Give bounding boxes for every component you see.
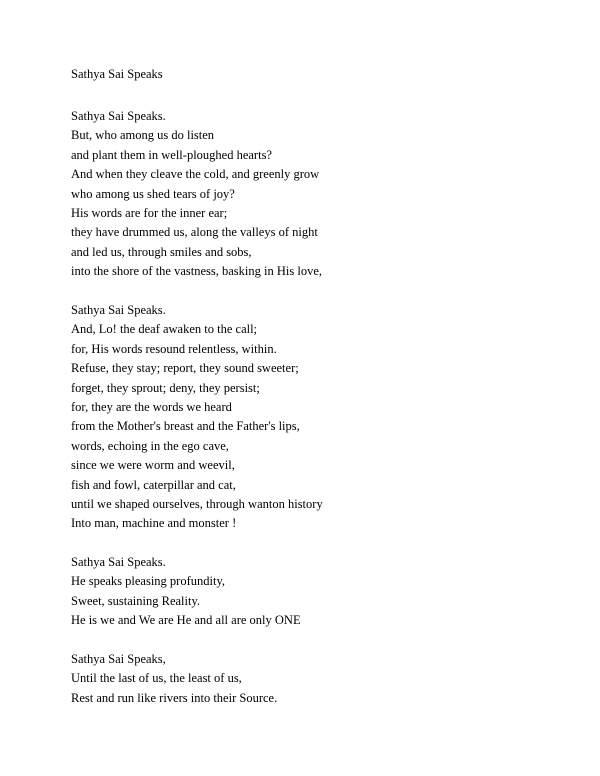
poem-line: Sathya Sai Speaks. <box>71 303 166 317</box>
poem-line: Sathya Sai Speaks, <box>71 652 166 666</box>
poem-line: Sathya Sai Speaks. <box>71 109 166 123</box>
poem-line: He speaks pleasing profundity, <box>71 574 226 589</box>
poem-line: for, they are the words we heard <box>71 399 232 414</box>
poem-line: and plant them in well-ploughed hearts? <box>71 147 272 162</box>
poem-line: Sathya Sai Speaks. <box>71 555 166 569</box>
stanza <box>71 301 323 534</box>
poem-line: And when they cleave the cold, and greenly grow <box>71 167 320 182</box>
poem-line: Into man, machine and monster ! <box>71 516 237 531</box>
poem-line: His words are for the inner ear; <box>71 205 228 220</box>
poem-line: But, who among us do listen <box>71 128 215 143</box>
poem-line: until we shaped ourselves, through wanton history <box>71 496 323 511</box>
poem-line: Rest and run like rivers into their Source. <box>71 690 278 705</box>
poem-line: and led us, through smiles and sobs, <box>71 244 252 259</box>
poem-line: He is we and We are He and all are only ONE <box>71 613 301 628</box>
poem-line: Sweet, sustaining Reality. <box>71 593 201 608</box>
poem-line: Until the last of us, the least of us, <box>71 671 242 686</box>
poem-line: they have drummed us, along the valleys of night <box>71 225 318 240</box>
poem-line: words, echoing in the ego cave, <box>71 438 229 453</box>
poem-line: who among us shed tears of joy? <box>71 186 235 201</box>
poem-line: Refuse, they stay; report, they sound sweeter; <box>71 361 299 376</box>
stanza <box>71 107 322 282</box>
poem-line: And, Lo! the deaf awaken to the call; <box>71 322 258 337</box>
stanza <box>71 553 301 631</box>
poem-line: since we were worm and weevil, <box>71 458 235 473</box>
poem-line: for, His words resound relentless, within. <box>71 341 277 356</box>
poem-line: into the shore of the vastness, basking in His love, <box>71 264 323 279</box>
stanza <box>71 650 277 708</box>
document-title: Sathya Sai Speaks <box>71 67 163 81</box>
poem-line: fish and fowl, caterpillar and cat, <box>71 477 236 492</box>
poem-line: from the Mother's breast and the Father's lips, <box>71 419 300 434</box>
poem-line: forget, they sprout; deny, they persist; <box>71 380 260 395</box>
